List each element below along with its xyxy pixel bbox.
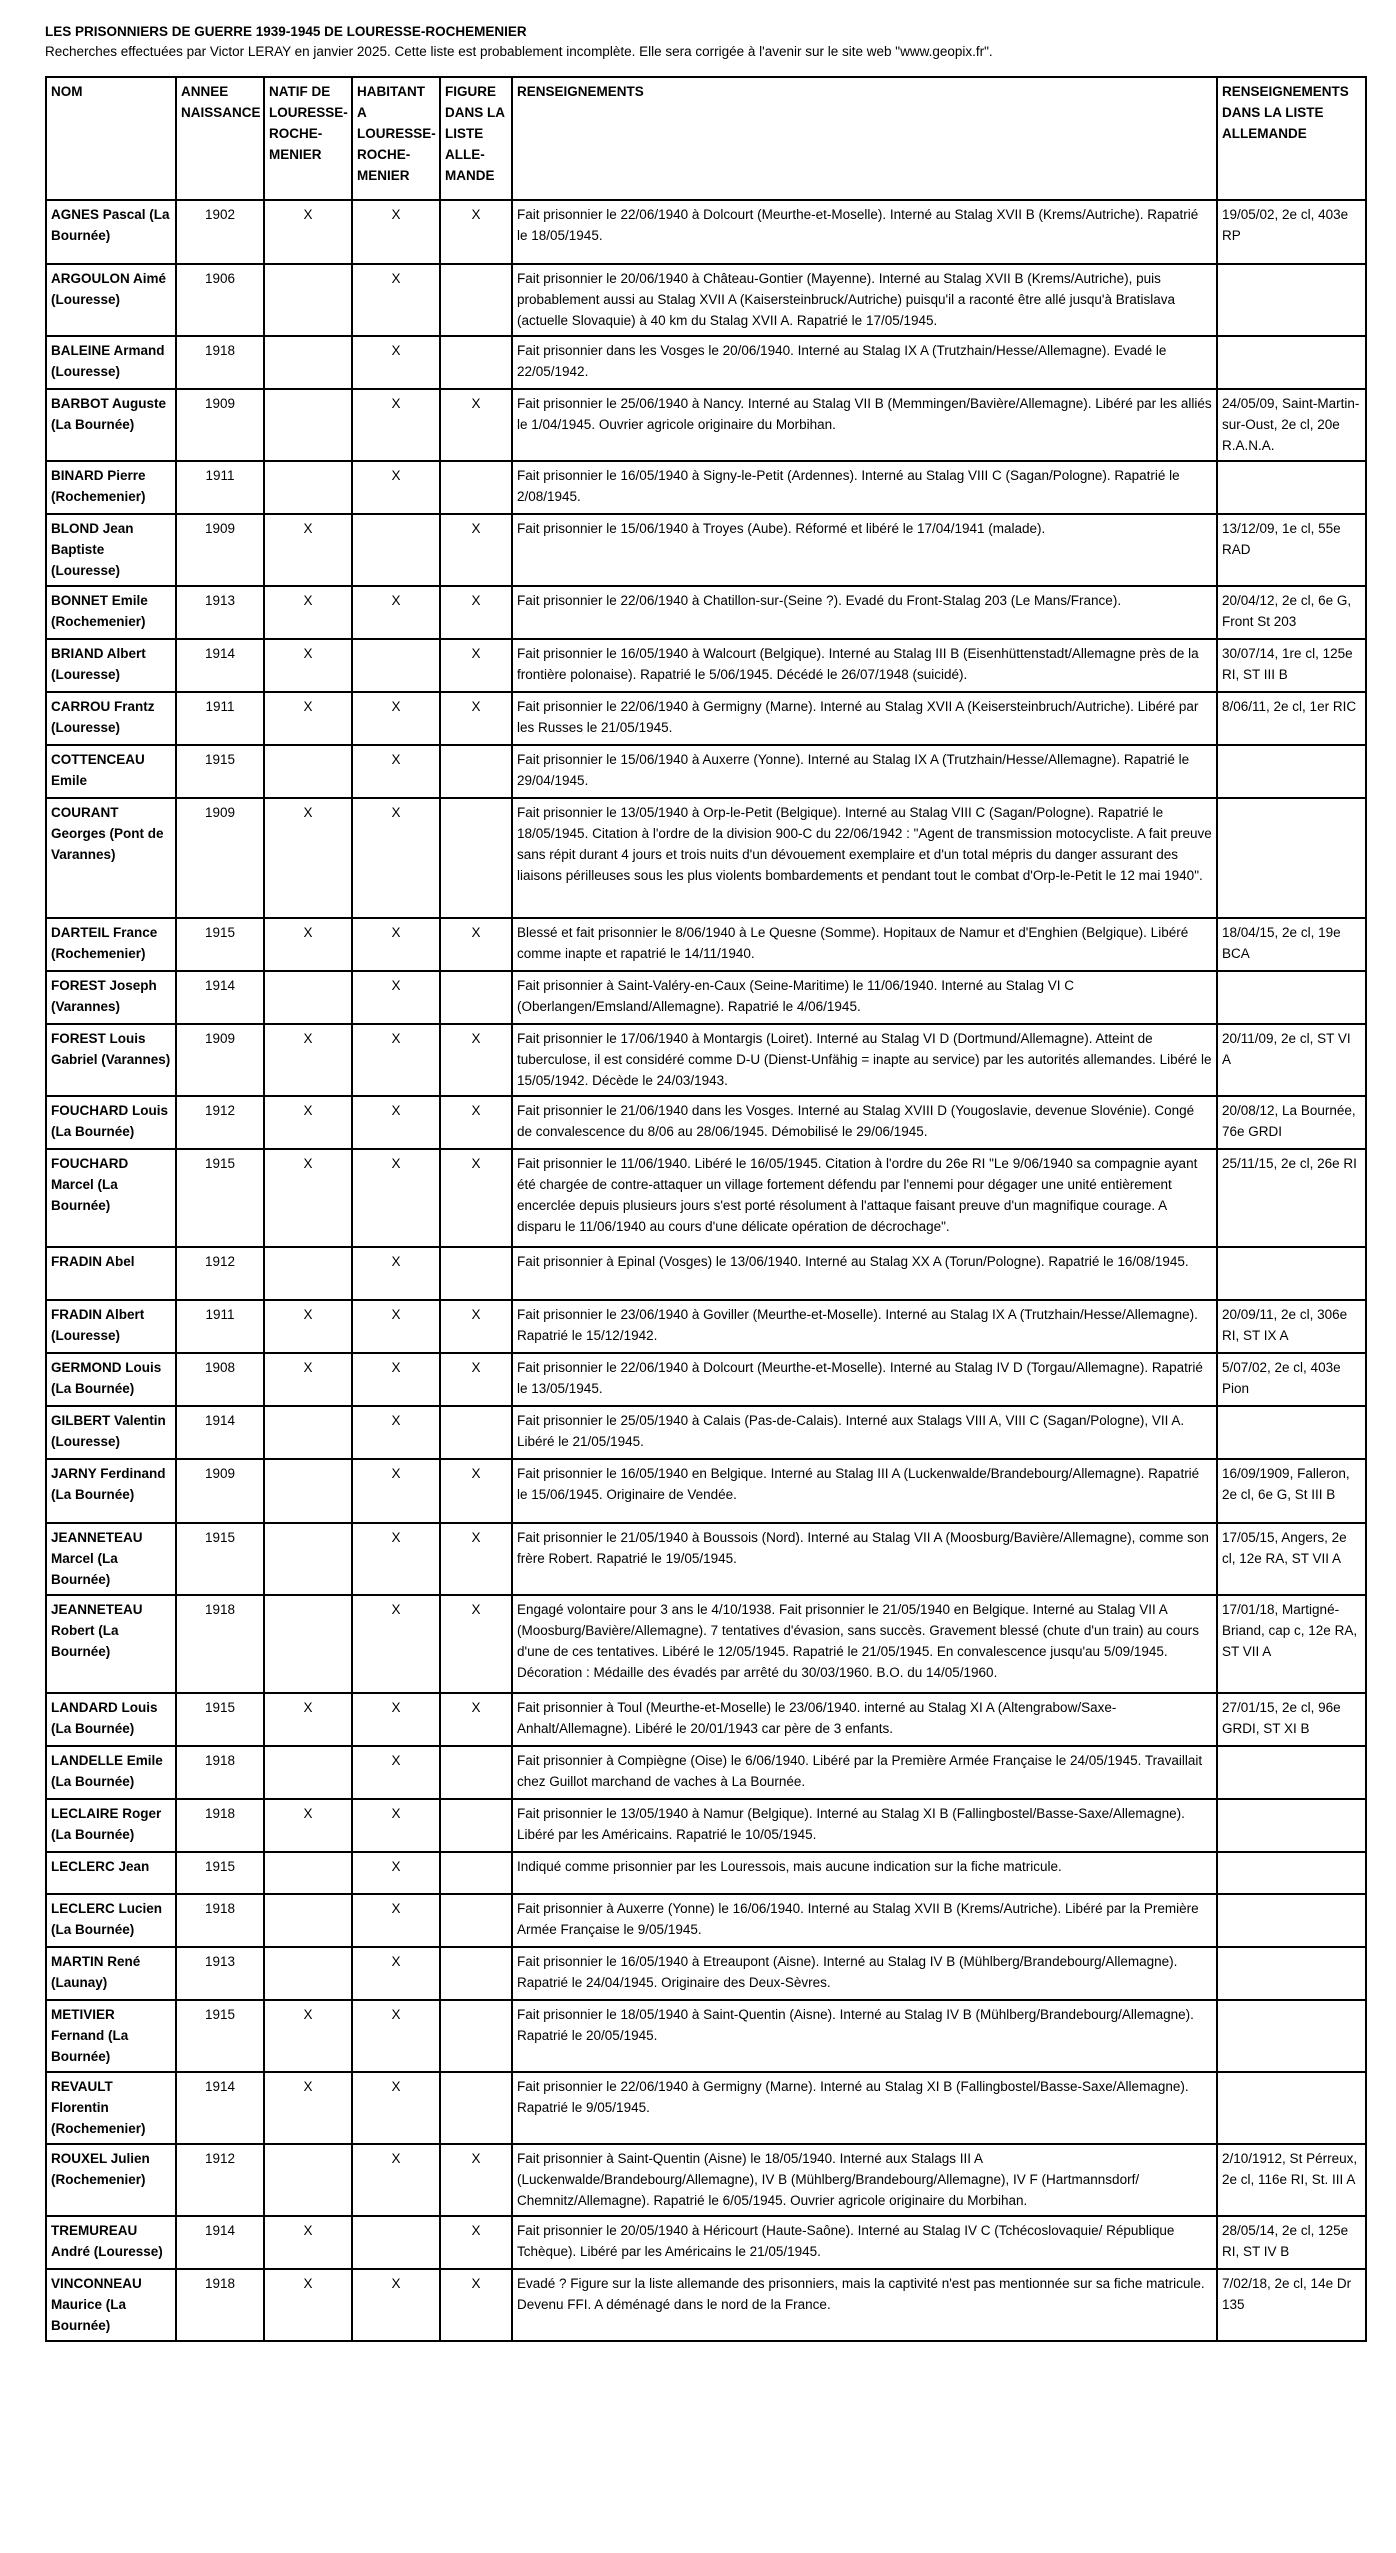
row-german-info: [1217, 798, 1366, 918]
row-native-mark: [264, 1746, 352, 1799]
row-birth-year: 1915: [176, 918, 264, 971]
row-name: CARROU Frantz (Louresse): [46, 692, 176, 745]
row-german-list-mark: [440, 1947, 512, 2000]
row-resident-mark: [352, 639, 440, 692]
row-german-list-mark: X: [440, 1149, 512, 1247]
row-german-list-mark: [440, 1406, 512, 1459]
row-native-mark: [264, 1894, 352, 1947]
table-header-row: [46, 77, 1366, 200]
row-german-info: 7/02/18, 2e cl, 14e Dr 135: [1217, 2269, 1366, 2341]
row-native-mark: X: [264, 514, 352, 586]
table-row: [46, 336, 1366, 389]
row-name: FRADIN Albert (Louresse): [46, 1300, 176, 1353]
row-german-list-mark: [440, 264, 512, 336]
row-resident-mark: [352, 514, 440, 586]
row-german-list-mark: X: [440, 1300, 512, 1353]
row-name: BLOND Jean Baptiste (Louresse): [46, 514, 176, 586]
row-resident-mark: X: [352, 2000, 440, 2072]
row-german-list-mark: X: [440, 1024, 512, 1096]
row-native-mark: [264, 1595, 352, 1693]
table-row: [46, 1353, 1366, 1406]
row-name: AGNES Pascal (La Bournée): [46, 200, 176, 264]
row-resident-mark: X: [352, 745, 440, 798]
row-resident-mark: X: [352, 1353, 440, 1406]
row-info: Fait prisonnier le 20/05/1940 à Héricourt (Haute-Saône). Interné au Stalag IV C (Tchécoslovaquie/ République Tchèque). Libéré par les Américains le 21/05/1945.: [512, 2216, 1217, 2269]
table-row: [46, 2269, 1366, 2341]
table-row: [46, 1300, 1366, 1353]
column-header-liste-allemande: FIGURE DANS LA LISTE ALLE-MANDE: [440, 77, 512, 200]
row-german-list-mark: X: [440, 2144, 512, 2216]
row-german-list-mark: [440, 1746, 512, 1799]
row-name: BALEINE Armand (Louresse): [46, 336, 176, 389]
row-birth-year: 1918: [176, 1894, 264, 1947]
row-info: Fait prisonnier dans les Vosges le 20/06/1940. Interné au Stalag IX A (Trutzhain/Hesse/Allemagne). Evadé le 22/05/1942.: [512, 336, 1217, 389]
row-info: Fait prisonnier le 11/06/1940. Libéré le 16/05/1945. Citation à l'ordre du 26e RI "Le 9/06/1940 sa compagnie ayant été chargée de contre-attaquer un village fortement défendu par l'ennemi pour dégager une unité entièrement encerclée depuis plusieurs jours s'est porté résolument à l'attaque faisant preuve d'un magnifique courage. A disparu le 11/06/1940 au cours d'une délicate opération de décrochage".: [512, 1149, 1217, 1247]
row-birth-year: 1915: [176, 745, 264, 798]
row-name: FRADIN Abel: [46, 1247, 176, 1300]
column-header-nom: NOM: [46, 77, 176, 200]
row-name: JEANNETEAU Robert (La Bournée): [46, 1595, 176, 1693]
row-resident-mark: X: [352, 461, 440, 514]
row-info: Fait prisonnier le 22/06/1940 à Germigny (Marne). Interné au Stalag XVII A (Keisersteinbruch/Autriche). Libéré par les Russes le 21/05/1945.: [512, 692, 1217, 745]
row-native-mark: [264, 264, 352, 336]
table-row: [46, 1894, 1366, 1947]
row-native-mark: X: [264, 586, 352, 639]
row-german-info: [1217, 336, 1366, 389]
row-birth-year: 1912: [176, 1096, 264, 1149]
row-resident-mark: X: [352, 1149, 440, 1247]
row-resident-mark: X: [352, 2072, 440, 2144]
row-birth-year: 1915: [176, 2000, 264, 2072]
row-native-mark: X: [264, 1353, 352, 1406]
row-birth-year: 1918: [176, 336, 264, 389]
document: [45, 22, 1365, 2342]
table-row: [46, 918, 1366, 971]
row-info: Fait prisonnier le 17/06/1940 à Montargis (Loiret). Interné au Stalag VI D (Dortmund/Allemagne). Atteint de tuberculose, il est considéré comme D-U (Dienst-Unfähig = inapte au service) par les autorités allemandes. Libéré le 15/05/1942. Décède le 24/03/1943.: [512, 1024, 1217, 1096]
row-german-list-mark: [440, 971, 512, 1024]
row-info: Fait prisonnier à Saint-Quentin (Aisne) le 18/05/1940. Interné aux Stalags III A (Luckenwalde/Brandebourg/Allemagne), IV B (Mühlberg/Brandebourg/Allemagne), IV F (Hartmannsdorf/ Chemnitz/Allemagne). Rapatrié le 6/05/1945. Ouvrier agricole originaire du Morbihan.: [512, 2144, 1217, 2216]
row-resident-mark: X: [352, 692, 440, 745]
row-birth-year: 1909: [176, 1024, 264, 1096]
row-info: Fait prisonnier à Compiègne (Oise) le 6/06/1940. Libéré par la Première Armée Française le 24/05/1945. Travaillait chez Guillot marchand de vaches à La Bournée.: [512, 1746, 1217, 1799]
row-resident-mark: X: [352, 1024, 440, 1096]
row-resident-mark: X: [352, 1523, 440, 1595]
row-native-mark: [264, 1852, 352, 1894]
row-german-list-mark: X: [440, 2216, 512, 2269]
table-row: [46, 1799, 1366, 1852]
row-native-mark: X: [264, 2072, 352, 2144]
row-german-info: [1217, 264, 1366, 336]
row-info: Evadé ? Figure sur la liste allemande des prisonniers, mais la captivité n'est pas mentionnée sur sa fiche matricule. Devenu FFI. A déménagé dans le nord de la France.: [512, 2269, 1217, 2341]
row-birth-year: 1912: [176, 2144, 264, 2216]
row-info: Fait prisonnier le 22/06/1940 à Dolcourt (Meurthe-et-Moselle). Interné au Stalag IV D (Torgau/Allemagne). Rapatrié le 13/05/1945.: [512, 1353, 1217, 1406]
row-name: MARTIN René (Launay): [46, 1947, 176, 2000]
row-german-list-mark: X: [440, 692, 512, 745]
row-name: BARBOT Auguste (La Bournée): [46, 389, 176, 461]
row-german-info: [1217, 1852, 1366, 1894]
table-row: [46, 1595, 1366, 1693]
row-german-info: [1217, 1894, 1366, 1947]
row-resident-mark: X: [352, 1693, 440, 1746]
row-german-list-mark: X: [440, 2269, 512, 2341]
row-native-mark: X: [264, 2269, 352, 2341]
row-native-mark: X: [264, 1799, 352, 1852]
row-info: Fait prisonnier le 21/05/1940 à Boussois (Nord). Interné au Stalag VII A (Moosburg/Bavière/Allemagne), comme son frère Robert. Rapatrié le 19/05/1945.: [512, 1523, 1217, 1595]
table-row: [46, 971, 1366, 1024]
row-birth-year: 1915: [176, 1852, 264, 1894]
row-info: Engagé volontaire pour 3 ans le 4/10/1938. Fait prisonnier le 21/05/1940 en Belgique. Interné au Stalag VII A (Moosburg/Bavière/Allemagne). 7 tentatives d'évasion, sans succès. Gravement blessé (chute d'un train) au cours d'une de ces tentatives. Libéré le 12/05/1945. Rapatrié le 21/05/1945. En convalescence jusqu'au 5/09/1945. Décoration : Médaille des évadés par arrêté du 30/03/1960. B.O. du 14/05/1960.: [512, 1595, 1217, 1693]
row-info: Indiqué comme prisonnier par les Louressois, mais aucune indication sur la fiche matricule.: [512, 1852, 1217, 1894]
row-german-info: [1217, 1247, 1366, 1300]
column-header-natif: NATIF DE LOURESSE-ROCHE-MENIER: [264, 77, 352, 200]
table-row: [46, 1459, 1366, 1523]
row-birth-year: 1911: [176, 692, 264, 745]
row-birth-year: 1912: [176, 1247, 264, 1300]
table-row: [46, 514, 1366, 586]
row-info: Fait prisonnier le 15/06/1940 à Auxerre (Yonne). Interné au Stalag IX A (Trutzhain/Hesse/Allemagne). Rapatrié le 29/04/1945.: [512, 745, 1217, 798]
row-birth-year: 1902: [176, 200, 264, 264]
row-name: LECLERC Lucien (La Bournée): [46, 1894, 176, 1947]
row-native-mark: [264, 745, 352, 798]
row-name: VINCONNEAU Maurice (La Bournée): [46, 2269, 176, 2341]
row-info: Fait prisonnier le 13/05/1940 à Namur (Belgique). Interné au Stalag XI B (Fallingbostel/Basse-Saxe/Allemagne). Libéré par les Américains. Rapatrié le 10/05/1945.: [512, 1799, 1217, 1852]
row-name: COTTENCEAU Emile: [46, 745, 176, 798]
row-resident-mark: X: [352, 389, 440, 461]
row-info: Fait prisonnier le 16/05/1940 à Etreaupont (Aisne). Interné au Stalag IV B (Mühlberg/Brandebourg/Allemagne). Rapatrié le 24/04/1945. Originaire des Deux-Sèvres.: [512, 1947, 1217, 2000]
row-name: GILBERT Valentin (Louresse): [46, 1406, 176, 1459]
table-row: [46, 639, 1366, 692]
row-german-info: [1217, 2000, 1366, 2072]
row-native-mark: X: [264, 1300, 352, 1353]
row-german-info: 16/09/1909, Falleron, 2e cl, 6e G, St III B: [1217, 1459, 1366, 1523]
row-german-info: 24/05/09, Saint-Martin-sur-Oust, 2e cl, 20e R.A.N.A.: [1217, 389, 1366, 461]
row-name: ARGOULON Aimé (Louresse): [46, 264, 176, 336]
row-native-mark: [264, 1406, 352, 1459]
row-german-info: 28/05/14, 2e cl, 125e RI, ST IV B: [1217, 2216, 1366, 2269]
row-info: Fait prisonnier le 16/05/1940 en Belgique. Interné au Stalag III A (Luckenwalde/Brandebourg/Allemagne). Rapatrié le 15/06/1945. Originaire de Vendée.: [512, 1459, 1217, 1523]
row-german-info: 19/05/02, 2e cl, 403e RP: [1217, 200, 1366, 264]
table-body: [46, 200, 1366, 2341]
row-german-list-mark: [440, 1894, 512, 1947]
row-birth-year: 1909: [176, 1459, 264, 1523]
table-row: [46, 264, 1366, 336]
table-row: [46, 1247, 1366, 1300]
table-row: [46, 1523, 1366, 1595]
row-resident-mark: X: [352, 1300, 440, 1353]
row-native-mark: X: [264, 1096, 352, 1149]
row-german-list-mark: X: [440, 200, 512, 264]
row-info: Fait prisonnier le 22/06/1940 à Chatillon-sur-(Seine ?). Evadé du Front-Stalag 203 (Le Mans/France).: [512, 586, 1217, 639]
row-german-list-mark: X: [440, 1523, 512, 1595]
table-row: [46, 389, 1366, 461]
row-native-mark: X: [264, 1024, 352, 1096]
row-german-info: 20/09/11, 2e cl, 306e RI, ST IX A: [1217, 1300, 1366, 1353]
table-row: [46, 461, 1366, 514]
row-german-list-mark: [440, 461, 512, 514]
row-info: Fait prisonnier le 22/06/1940 à Dolcourt (Meurthe-et-Moselle). Interné au Stalag XVII B (Krems/Autriche). Rapatrié le 18/05/1945.: [512, 200, 1217, 264]
row-resident-mark: X: [352, 1459, 440, 1523]
column-header-annee: ANNEE NAISSANCE: [176, 77, 264, 200]
row-resident-mark: X: [352, 971, 440, 1024]
row-name: BONNET Emile (Rochemenier): [46, 586, 176, 639]
row-resident-mark: X: [352, 1799, 440, 1852]
row-native-mark: [264, 2144, 352, 2216]
row-name: FOUCHARD Louis (La Bournée): [46, 1096, 176, 1149]
row-name: REVAULT Florentin (Rochemenier): [46, 2072, 176, 2144]
row-info: Fait prisonnier le 25/05/1940 à Calais (Pas-de-Calais). Interné aux Stalags VIII A, VIII C (Sagan/Pologne), VII A. Libéré le 21/05/1945.: [512, 1406, 1217, 1459]
row-german-info: 13/12/09, 1e cl, 55e RAD: [1217, 514, 1366, 586]
row-german-list-mark: [440, 1247, 512, 1300]
row-resident-mark: X: [352, 200, 440, 264]
row-birth-year: 1915: [176, 1149, 264, 1247]
row-info: Fait prisonnier à Saint-Valéry-en-Caux (Seine-Maritime) le 11/06/1940. Interné au Stalag VI C (Oberlangen/Emsland/Allemagne). Rapatrié le 4/06/1945.: [512, 971, 1217, 1024]
column-header-habitant: HABITANT A LOURESSE-ROCHE-MENIER: [352, 77, 440, 200]
row-native-mark: [264, 971, 352, 1024]
row-german-info: [1217, 1406, 1366, 1459]
row-name: FOREST Joseph (Varannes): [46, 971, 176, 1024]
row-resident-mark: X: [352, 798, 440, 918]
row-birth-year: 1914: [176, 971, 264, 1024]
row-german-info: 18/04/15, 2e cl, 19e BCA: [1217, 918, 1366, 971]
row-birth-year: 1918: [176, 1595, 264, 1693]
row-name: LANDELLE Emile (La Bournée): [46, 1746, 176, 1799]
row-german-info: 8/06/11, 2e cl, 1er RIC: [1217, 692, 1366, 745]
row-german-info: 17/01/18, Martigné-Briand, cap c, 12e RA, ST VII A: [1217, 1595, 1366, 1693]
row-german-info: [1217, 971, 1366, 1024]
row-birth-year: 1911: [176, 1300, 264, 1353]
row-german-info: 17/05/15, Angers, 2e cl, 12e RA, ST VII A: [1217, 1523, 1366, 1595]
row-birth-year: 1918: [176, 2269, 264, 2341]
row-german-info: [1217, 1746, 1366, 1799]
table-row: [46, 1947, 1366, 2000]
row-german-info: 25/11/15, 2e cl, 26e RI: [1217, 1149, 1366, 1247]
table-row: [46, 692, 1366, 745]
row-name: FOREST Louis Gabriel (Varannes): [46, 1024, 176, 1096]
table-row: [46, 2144, 1366, 2216]
row-german-list-mark: [440, 798, 512, 918]
row-german-list-mark: X: [440, 1693, 512, 1746]
row-native-mark: X: [264, 2000, 352, 2072]
table-row: [46, 2000, 1366, 2072]
column-header-renseignements: RENSEIGNEMENTS: [512, 77, 1217, 200]
row-birth-year: 1913: [176, 1947, 264, 2000]
row-name: LANDARD Louis (La Bournée): [46, 1693, 176, 1746]
row-name: COURANT Georges (Pont de Varannes): [46, 798, 176, 918]
row-native-mark: [264, 389, 352, 461]
row-name: TREMUREAU André (Louresse): [46, 2216, 176, 2269]
row-name: JEANNETEAU Marcel (La Bournée): [46, 1523, 176, 1595]
row-info: Fait prisonnier le 13/05/1940 à Orp-le-Petit (Belgique). Interné au Stalag VIII C (Sagan/Pologne). Rapatrié le 18/05/1945. Citation à l'ordre de la division 900-C du 22/06/1942 : "Agent de transmission motocycliste. A fait preuve sans répit durant 4 jours et trois nuits d'un dévouement exemplaire et d'un total mépris du danger assurant des liaisons périlleuses sous les plus violents bombardements et pendant tout le combat d'Orp-le-Petit le 12 mai 1940".: [512, 798, 1217, 918]
row-german-info: [1217, 1947, 1366, 2000]
row-info: Fait prisonnier le 22/06/1940 à Germigny (Marne). Interné au Stalag XI B (Fallingbostel/Basse-Saxe/Allemagne). Rapatrié le 9/05/1945.: [512, 2072, 1217, 2144]
row-birth-year: 1914: [176, 639, 264, 692]
row-german-list-mark: [440, 2072, 512, 2144]
row-german-list-mark: X: [440, 1459, 512, 1523]
row-info: Fait prisonnier le 16/05/1940 à Walcourt (Belgique). Interné au Stalag III B (Eisenhüttenstadt/Allemagne près de la frontière polonaise). Rapatrié le 5/06/1945. Décédé le 26/07/1948 (suicidé).: [512, 639, 1217, 692]
table-row: [46, 745, 1366, 798]
row-info: Fait prisonnier le 16/05/1940 à Signy-le-Petit (Ardennes). Interné au Stalag VIII C (Sagan/Pologne). Rapatrié le 2/08/1945.: [512, 461, 1217, 514]
row-german-list-mark: X: [440, 514, 512, 586]
table-row: [46, 798, 1366, 918]
row-name: DARTEIL France (Rochemenier): [46, 918, 176, 971]
row-resident-mark: [352, 2216, 440, 2269]
row-german-info: 20/08/12, La Bournée, 76e GRDI: [1217, 1096, 1366, 1149]
row-german-info: 2/10/1912, St Pérreux, 2e cl, 116e RI, St. III A: [1217, 2144, 1366, 2216]
row-info: Fait prisonnier le 18/05/1940 à Saint-Quentin (Aisne). Interné au Stalag IV B (Mühlberg/Brandebourg/Allemagne). Rapatrié le 20/05/1945.: [512, 2000, 1217, 2072]
row-german-info: 5/07/02, 2e cl, 403e Pion: [1217, 1353, 1366, 1406]
column-header-renseignements-allemands: RENSEIGNEMENTS DANS LA LISTE ALLEMANDE: [1217, 77, 1366, 200]
row-german-info: [1217, 745, 1366, 798]
table-row: [46, 1096, 1366, 1149]
row-info: Fait prisonnier à Epinal (Vosges) le 13/06/1940. Interné au Stalag XX A (Torun/Pologne). Rapatrié le 16/08/1945.: [512, 1247, 1217, 1300]
row-german-info: 27/01/15, 2e cl, 96e GRDI, ST XI B: [1217, 1693, 1366, 1746]
row-birth-year: 1909: [176, 389, 264, 461]
row-german-list-mark: X: [440, 1353, 512, 1406]
row-name: METIVIER Fernand (La Bournée): [46, 2000, 176, 2072]
row-resident-mark: X: [352, 1247, 440, 1300]
table-row: [46, 586, 1366, 639]
row-native-mark: X: [264, 918, 352, 971]
row-birth-year: 1911: [176, 461, 264, 514]
row-birth-year: 1913: [176, 586, 264, 639]
row-german-list-mark: X: [440, 389, 512, 461]
row-native-mark: [264, 1459, 352, 1523]
row-german-list-mark: X: [440, 1595, 512, 1693]
row-german-list-mark: [440, 336, 512, 389]
row-german-list-mark: X: [440, 639, 512, 692]
row-resident-mark: X: [352, 586, 440, 639]
table-row: [46, 1149, 1366, 1247]
row-name: LECLERC Jean: [46, 1852, 176, 1894]
prisoners-table: [45, 76, 1367, 2342]
row-info: Fait prisonnier le 15/06/1940 à Troyes (Aube). Réformé et libéré le 17/04/1941 (malade).: [512, 514, 1217, 586]
row-german-info: 20/04/12, 2e cl, 6e G, Front St 203: [1217, 586, 1366, 639]
row-info: Fait prisonnier le 23/06/1940 à Goviller (Meurthe-et-Moselle). Interné au Stalag IX A (Trutzhain/Hesse/Allemagne). Rapatrié le 15/12/1942.: [512, 1300, 1217, 1353]
row-resident-mark: X: [352, 1406, 440, 1459]
row-birth-year: 1914: [176, 1406, 264, 1459]
row-german-list-mark: [440, 745, 512, 798]
row-birth-year: 1918: [176, 1746, 264, 1799]
table-row: [46, 200, 1366, 264]
row-name: GERMOND Louis (La Bournée): [46, 1353, 176, 1406]
row-german-info: [1217, 461, 1366, 514]
row-german-list-mark: X: [440, 918, 512, 971]
row-german-list-mark: [440, 1852, 512, 1894]
row-native-mark: [264, 1247, 352, 1300]
row-name: FOUCHARD Marcel (La Bournée): [46, 1149, 176, 1247]
row-birth-year: 1908: [176, 1353, 264, 1406]
row-german-info: [1217, 2072, 1366, 2144]
row-resident-mark: X: [352, 2269, 440, 2341]
row-resident-mark: X: [352, 1595, 440, 1693]
row-name: ROUXEL Julien (Rochemenier): [46, 2144, 176, 2216]
row-german-list-mark: X: [440, 1096, 512, 1149]
row-native-mark: X: [264, 1693, 352, 1746]
table-row: [46, 1024, 1366, 1096]
row-german-list-mark: X: [440, 586, 512, 639]
row-name: LECLAIRE Roger (La Bournée): [46, 1799, 176, 1852]
row-native-mark: X: [264, 200, 352, 264]
table-row: [46, 2072, 1366, 2144]
row-info: Fait prisonnier à Auxerre (Yonne) le 16/06/1940. Interné au Stalag XVII B (Krems/Autriche). Libéré par la Première Armée Française le 9/05/1945.: [512, 1894, 1217, 1947]
row-resident-mark: X: [352, 918, 440, 971]
row-name: BRIAND Albert (Louresse): [46, 639, 176, 692]
row-resident-mark: X: [352, 1096, 440, 1149]
row-resident-mark: X: [352, 1746, 440, 1799]
row-birth-year: 1915: [176, 1523, 264, 1595]
row-birth-year: 1909: [176, 514, 264, 586]
table-row: [46, 1746, 1366, 1799]
table-row: [46, 2216, 1366, 2269]
row-native-mark: [264, 1523, 352, 1595]
row-resident-mark: X: [352, 1947, 440, 2000]
row-birth-year: 1909: [176, 798, 264, 918]
row-birth-year: 1914: [176, 2072, 264, 2144]
row-info: Fait prisonnier le 20/06/1940 à Château-Gontier (Mayenne). Interné au Stalag XVII B (Krems/Autriche), puis probablement aussi au Stalag XVII A (Kaisersteinbruck/Autriche) puisqu'il a raconté être allé jusqu'à Bratislava (actuelle Slovaquie) à 40 km du Stalag XVII A. Rapatrié le 17/05/1945.: [512, 264, 1217, 336]
row-info: Fait prisonnier à Toul (Meurthe-et-Moselle) le 23/06/1940. interné au Stalag XI A (Altengrabow/Saxe-Anhalt/Allemagne). Libéré le 20/01/1943 car père de 3 enfants.: [512, 1693, 1217, 1746]
table-row: [46, 1693, 1366, 1746]
row-resident-mark: X: [352, 264, 440, 336]
row-native-mark: X: [264, 2216, 352, 2269]
row-resident-mark: X: [352, 336, 440, 389]
row-birth-year: 1915: [176, 1693, 264, 1746]
row-birth-year: 1914: [176, 2216, 264, 2269]
row-native-mark: X: [264, 1149, 352, 1247]
row-resident-mark: X: [352, 1852, 440, 1894]
row-resident-mark: X: [352, 2144, 440, 2216]
row-native-mark: X: [264, 798, 352, 918]
document-subtitle: Recherches effectuées par Victor LERAY en janvier 2025. Cette liste est probablement incomplète. Elle sera corrigée à l'avenir sur le site web "www.geopix.fr".: [45, 44, 993, 59]
row-name: BINARD Pierre (Rochemenier): [46, 461, 176, 514]
row-german-info: 30/07/14, 1re cl, 125e RI, ST III B: [1217, 639, 1366, 692]
row-resident-mark: X: [352, 1894, 440, 1947]
row-info: Fait prisonnier le 25/06/1940 à Nancy. Interné au Stalag VII B (Memmingen/Bavière/Allemagne). Libéré par les alliés le 1/04/1945. Ouvrier agricole originaire du Morbihan.: [512, 389, 1217, 461]
row-name: JARNY Ferdinand (La Bournée): [46, 1459, 176, 1523]
row-birth-year: 1918: [176, 1799, 264, 1852]
row-german-info: 20/11/09, 2e cl, ST VI A: [1217, 1024, 1366, 1096]
row-birth-year: 1906: [176, 264, 264, 336]
row-native-mark: X: [264, 639, 352, 692]
table-row: [46, 1852, 1366, 1894]
row-native-mark: X: [264, 692, 352, 745]
row-german-list-mark: [440, 1799, 512, 1852]
row-german-info: [1217, 1799, 1366, 1852]
row-native-mark: [264, 461, 352, 514]
row-native-mark: [264, 336, 352, 389]
row-native-mark: [264, 1947, 352, 2000]
row-info: Blessé et fait prisonnier le 8/06/1940 à Le Quesne (Somme). Hopitaux de Namur et d'Enghien (Belgique). Libéré comme inapte et rapatrié le 14/11/1940.: [512, 918, 1217, 971]
row-info: Fait prisonnier le 21/06/1940 dans les Vosges. Interné au Stalag XVIII D (Yougoslavie, devenue Slovénie). Congé de convalescence du 8/06 au 28/06/1945. Démobilisé le 29/06/1945.: [512, 1096, 1217, 1149]
table-row: [46, 1406, 1366, 1459]
document-title: LES PRISONNIERS DE GUERRE 1939-1945 DE LOURESSE-ROCHEMENIER: [45, 24, 527, 39]
row-german-list-mark: [440, 2000, 512, 2072]
